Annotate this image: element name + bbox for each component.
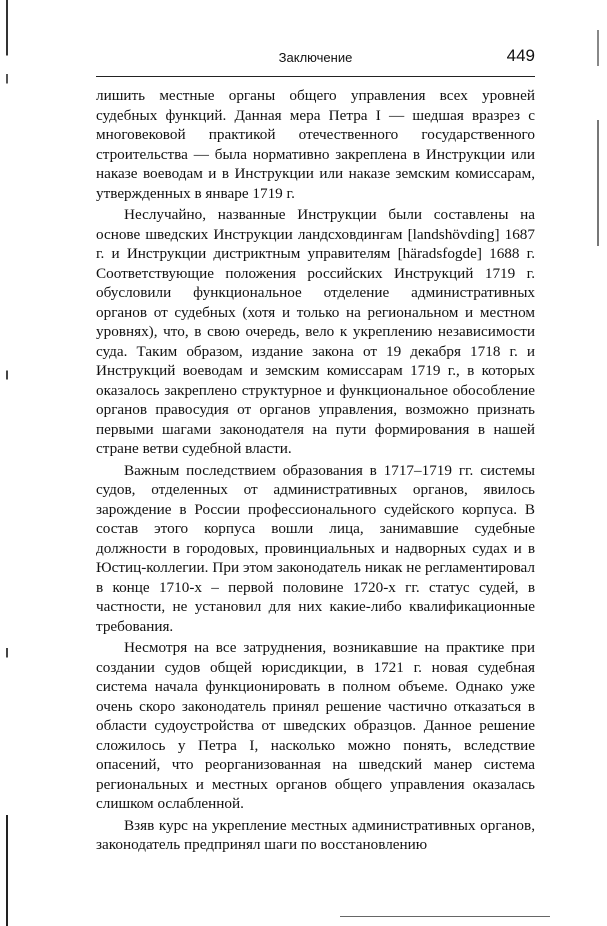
header-rule xyxy=(96,76,535,77)
page-header xyxy=(96,46,535,70)
paragraph: Важным последствием образования в 1717–1719 гг. системы судов, отделенных от административных органов, явилось зарождение в России профессионального судейского корпуса. В состав этого корпуса вошли лица, занимавшие судебные должности в городовых, провинциальных и надворных судах и в Юстиц-коллегии. При этом законодатель никак не регламентировал в конце 1710-х – первой половине 1720-х гг. статус судей, в частности, не установил для них какие-либо квалификационные требования. xyxy=(96,461,535,635)
paragraph-continued: лишить местные органы общего управления всех уровней судебных функций. Данная мера Петра I — шедшая вразрез с многовековой практикой отечественного государственного строительства — была нормативно закреплена в Инструкции или наказе воеводам и в Инструкции или наказе земским комиссарам, утвержденных в январе 1719 г. xyxy=(96,87,535,202)
page-body xyxy=(96,86,535,855)
page-number: 449 xyxy=(506,46,535,65)
scan-left-edge xyxy=(6,0,8,926)
running-title: Заключение xyxy=(278,50,353,65)
scan-right-edge xyxy=(597,30,599,390)
paragraph: Неслучайно, названные Инструкции были составлены на основе шведских Инструкции ландсховдингам [landshövding] 1687 г. и Инструкции дистриктным управителям [häradsfogde] 1688 г. Соответствующие положения российских Инструкций 1719 г. обусловили функциональное отделение административных органов от судебных (хотя и только на региональном и местном уровнях), что, в свою очередь, вело к укреплению независимости суда. Таким образом, издание закона от 19 декабря 1718 г. и Инструкций воеводам и земским комиссарам 1719 г., в которых оказалось закреплено структурное и функциональное обособление органов правосудия от органов управления, возможно признать первыми шагами законодателя на пути формирования в нашей стране ветви судебной власти. xyxy=(96,206,535,457)
paragraph: Взяв курс на укрепление местных административных органов, законодатель предпринял шаги по восстановлению xyxy=(96,816,535,853)
paragraph: Несмотря на все затруднения, возникавшие на практике при создании судов общей юрисдикции, в 1721 г. новая судебная система начала функционировать в полном объеме. Однако уже очень скоро законодатель принял решение частично отказаться в области судоустройства от шведских образцов. Данное решение сложилось у Петра I, насколько можно понять, вследствие опасений, что реорганизованная на шведский манер система региональных и местных органов общего управления оказалась слишком ослабленной. xyxy=(96,639,535,812)
scan-bottom-mark xyxy=(340,916,550,917)
